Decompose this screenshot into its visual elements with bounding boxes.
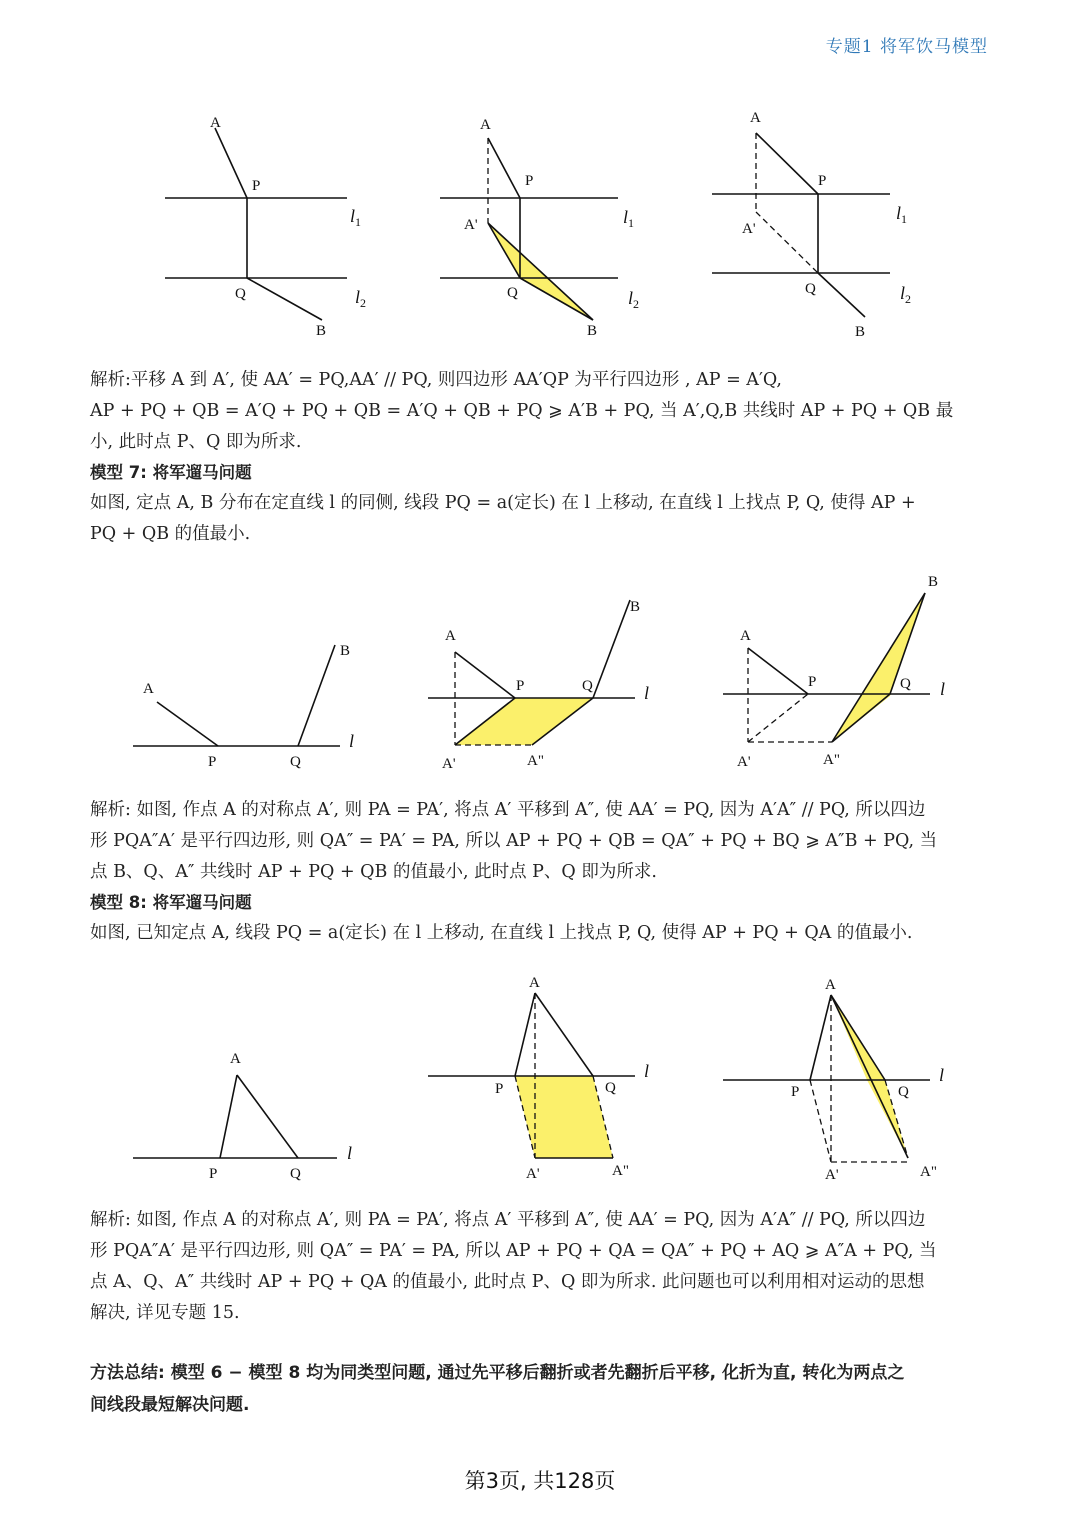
label-A-double-prime: A" <box>823 752 840 768</box>
page-number: 第3页, 共128页 <box>464 1469 616 1493</box>
label-l2: $l_2$ <box>900 283 912 306</box>
label-A: A <box>210 115 221 131</box>
label-A: A <box>750 110 761 126</box>
label-A: A <box>529 975 540 991</box>
figure-model7-original <box>125 630 375 780</box>
label-B: B <box>855 324 866 340</box>
label-l2: $l_2$ <box>355 287 367 310</box>
label-A-prime: A' <box>742 221 756 237</box>
label-P: P <box>209 1166 218 1182</box>
label-A-prime: A' <box>464 217 478 233</box>
label-Q: Q <box>507 285 518 301</box>
label-l1: $l_1$ <box>896 203 908 226</box>
label-P: P <box>516 678 525 694</box>
label-l1: $l_1$ <box>623 207 635 230</box>
model8-statement: 模型 8: 将军遛马问题 如图, 已知定点 A, 线段 PQ = a(定长) 在 l 上移动, 在直线 l 上找点 P, Q, 使得 AP + PQ + QA 的值最小. <box>90 887 995 949</box>
label-l: l <box>644 683 650 703</box>
running-header: 专题1 将军饮马模型 <box>825 37 988 57</box>
label-Q: Q <box>805 281 816 297</box>
figure-model8-original <box>125 1040 375 1190</box>
label-l: l <box>939 1065 945 1085</box>
label-l: l <box>349 731 355 751</box>
figure-model6-translate <box>425 105 665 345</box>
label-A-prime: A' <box>526 1166 540 1182</box>
label-P: P <box>818 173 827 189</box>
label-A: A <box>740 628 751 644</box>
label-P: P <box>808 674 817 690</box>
method-summary: 方法总结: 模型 6 − 模型 8 均为同类型问题, 通过先平移后翻折或者先翻折后平移, 化折为直, 转化为两点之 间线段最短解决问题. <box>90 1363 905 1415</box>
label-A: A <box>230 1051 241 1067</box>
label-l1: $l_1$ <box>350 206 362 229</box>
model8-analysis: 解析: 如图, 作点 A 的对称点 A′, 则 PA = PA′, 将点 A′ 平移到 A″, 使 AA′ = PQ, 因为 A′A″ // PQ, 所以四边 形 PQA″A′ 是平行四边形, 则 QA″ = PA′ = PA, 所以 AP + PQ + QA = QA″ + PQ + AQ ⩾ A″A + PQ, 当 点 A、Q、A″ 共线时 AP + PQ + QA 的值最小, 此时点 P、Q 即为所求. 此问题也可以利用相对运动的思想 解决, 详见专题 15. <box>90 1210 937 1323</box>
label-A: A <box>445 628 456 644</box>
label-A-double-prime: A" <box>920 1164 937 1180</box>
label-l: l <box>940 679 946 699</box>
label-A-prime: A' <box>442 756 456 772</box>
label-A: A <box>480 117 491 133</box>
figure-model6-original <box>150 105 390 345</box>
label-P: P <box>525 173 534 189</box>
label-P: P <box>208 754 217 770</box>
figure-model8-result <box>715 965 965 1195</box>
label-Q: Q <box>290 754 301 770</box>
label-Q: Q <box>898 1084 909 1100</box>
model7-heading: 模型 7: 将军遛马问题 <box>90 463 252 482</box>
model8-heading: 模型 8: 将军遛马问题 <box>90 893 252 912</box>
label-B: B <box>587 323 598 339</box>
label-A: A <box>825 977 836 993</box>
model7-analysis: 解析: 如图, 作点 A 的对称点 A′, 则 PA = PA′, 将点 A′ 平移到 A″, 使 AA′ = PQ, 因为 A′A″ // PQ, 所以四边 形 PQA″A′ 是平行四边形, 则 QA″ = PA′ = PA, 所以 AP + PQ + QB = QA″ + PQ + BQ ⩾ A″B + PQ, 当 点 B、Q、A″ 共线时 AP + PQ + QB 的值最小, 此时点 P、Q 即为所求. <box>90 800 938 882</box>
label-A-prime: A' <box>825 1167 839 1183</box>
label-Q: Q <box>582 678 593 694</box>
label-B: B <box>630 599 641 615</box>
figure-model7-result <box>715 568 965 780</box>
label-P: P <box>495 1081 504 1097</box>
label-l: l <box>644 1061 650 1081</box>
label-A-prime: A' <box>737 754 751 770</box>
label-Q: Q <box>290 1166 301 1182</box>
label-B: B <box>928 574 939 590</box>
label-A-double-prime: A" <box>612 1163 629 1179</box>
model6-analysis: 解析:平移 A 到 A′, 使 AA′ = PQ,AA′ // PQ, 则四边形 AA′QP 为平行四边形 , AP = A′Q, AP + PQ + QB = A′Q + PQ + QB = A′Q + QB + PQ ⩾ A′B + PQ, 当 A′,Q,B 共线时 AP + PQ + QB 最 小, 此时点 P、Q 即为所求. <box>90 370 954 452</box>
model7-statement: 模型 7: 将军遛马问题 如图, 定点 A, B 分布在定直线 l 的同侧, 线段 PQ = a(定长) 在 l 上移动, 在直线 l 上找点 P, Q, 使得 AP + PQ + QB 的值最小. <box>90 457 995 550</box>
label-A: A <box>143 681 154 697</box>
label-l: l <box>347 1143 353 1163</box>
figure-model7-construct <box>420 590 670 780</box>
figure-model6-result <box>700 105 940 345</box>
label-A-double-prime: A" <box>527 753 544 769</box>
figure-model8-construct <box>420 965 670 1195</box>
label-B: B <box>316 323 327 339</box>
label-P: P <box>791 1084 800 1100</box>
label-B: B <box>340 643 351 659</box>
label-Q: Q <box>605 1080 616 1096</box>
label-l2: $l_2$ <box>628 288 640 311</box>
label-Q: Q <box>900 676 911 692</box>
label-Q: Q <box>235 286 246 302</box>
label-P: P <box>252 178 261 194</box>
